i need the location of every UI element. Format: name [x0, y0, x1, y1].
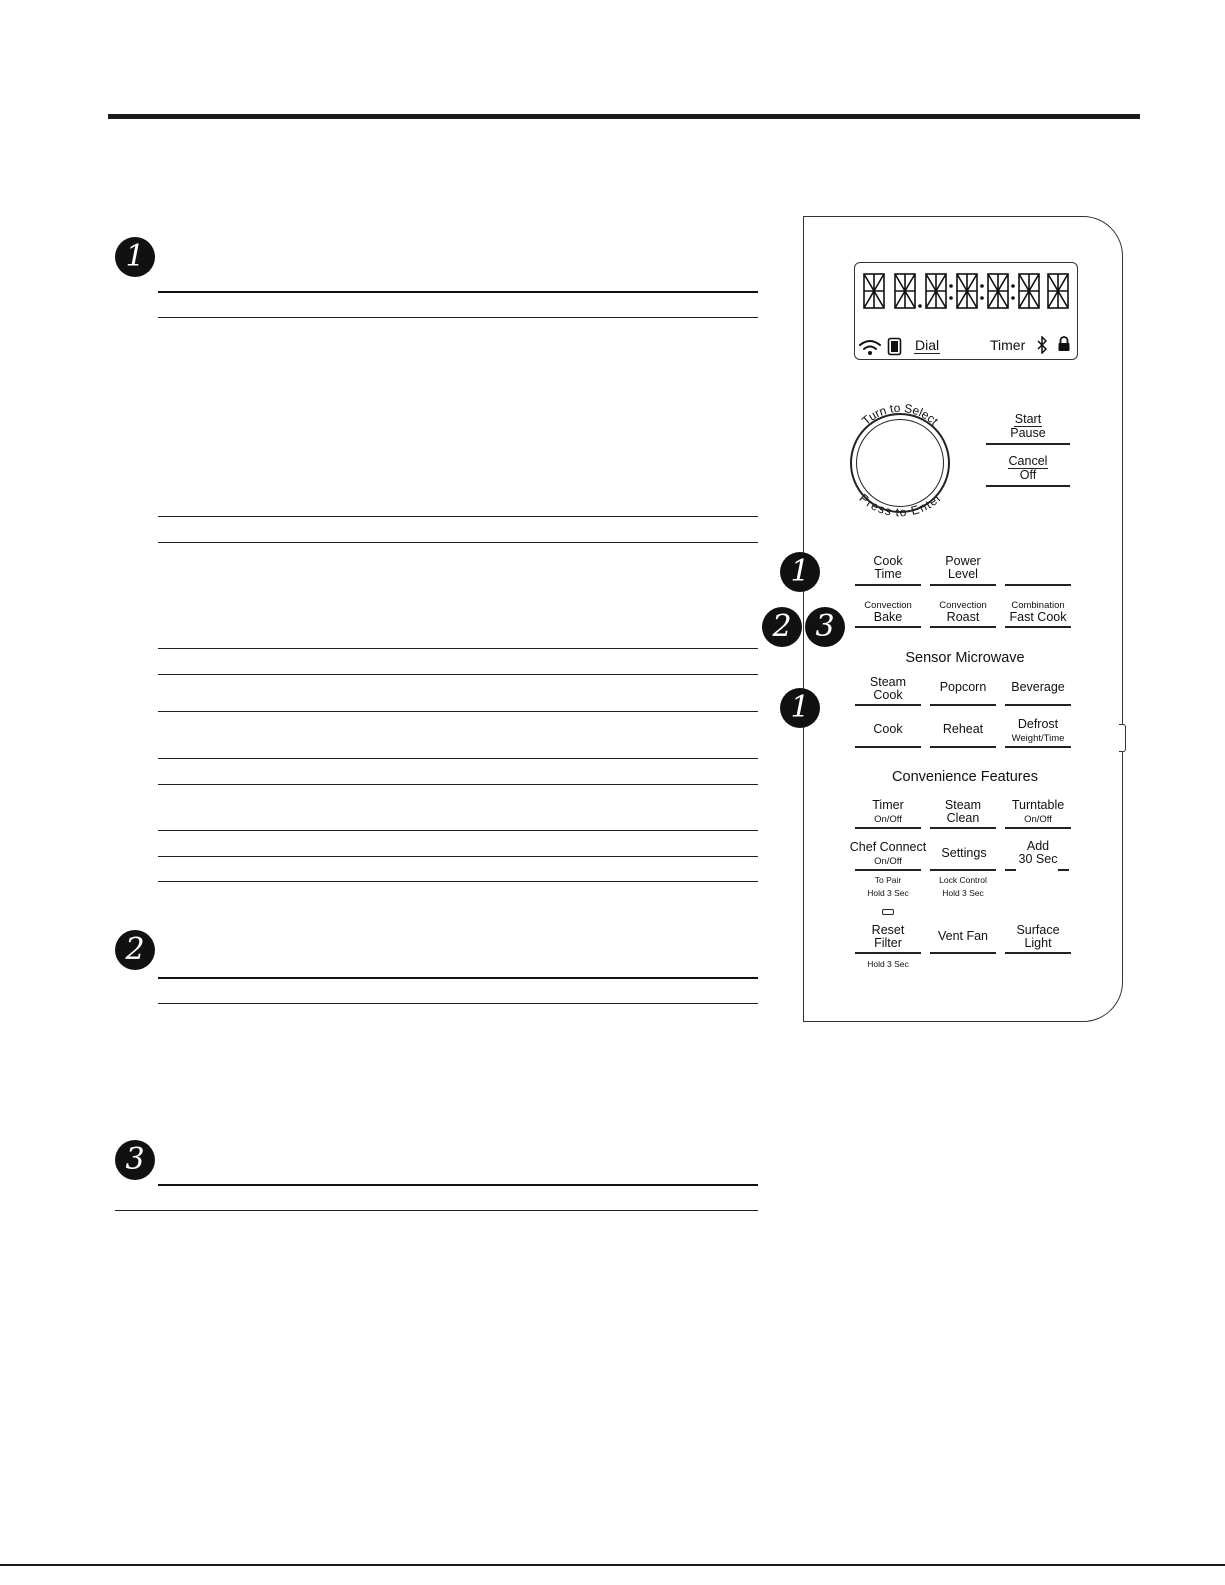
reset-filter-hint: Hold 3 Sec [867, 959, 909, 969]
turntable-button[interactable]: Turntable On/Off [1011, 798, 1065, 825]
settings-hint: Lock Control Hold 3 Sec [939, 875, 987, 898]
timer-button[interactable]: Timer On/Off [872, 798, 904, 825]
sensor-microwave-title: Sensor Microwave [905, 650, 1025, 666]
panel-notch [1119, 724, 1126, 752]
dial-top-text: Turn to Select [859, 400, 942, 428]
digit-2 [895, 274, 915, 308]
start-pause-button[interactable]: Start Pause [1010, 412, 1046, 440]
digit-6 [1019, 274, 1039, 308]
chef-connect-button[interactable]: Chef Connect On/Off [849, 840, 927, 867]
chef-connect-hint: To Pair Hold 3 Sec [867, 875, 909, 898]
footer-rule [0, 1564, 1225, 1566]
reset-filter-button[interactable]: Reset Filter [871, 923, 905, 950]
digit-5 [988, 274, 1008, 308]
dial-bottom-text: Press to Enter [856, 490, 944, 520]
segment-digits [862, 272, 1072, 312]
digit-7 [1048, 274, 1068, 308]
header-rule [108, 114, 1140, 119]
digit-3 [926, 274, 946, 308]
cook-time-button[interactable]: Cook Time [873, 554, 903, 581]
convection-bake-button[interactable]: Convection Bake [864, 600, 912, 624]
panel-marker-2: 2 [762, 607, 802, 647]
combination-fast-cook-button[interactable]: Combination Fast Cook [1009, 600, 1067, 624]
panel-marker-1-cook: 1 [780, 552, 820, 592]
steam-cook-button[interactable]: Steam Cook [869, 675, 907, 702]
wifi-icon [858, 338, 882, 356]
popcorn-button[interactable]: Popcorn [939, 680, 987, 694]
steam-clean-button[interactable]: Steam Clean [944, 798, 982, 825]
digit-4 [957, 274, 977, 308]
convenience-features-title: Convenience Features [892, 769, 1038, 785]
convection-roast-button[interactable]: Convection Roast [939, 600, 987, 624]
lock-icon [1057, 336, 1071, 352]
section-marker-3: 3 [115, 1140, 155, 1180]
beverage-button[interactable]: Beverage [1011, 680, 1065, 694]
selector-dial-inner [856, 419, 944, 507]
cook-button[interactable]: Cook [873, 722, 903, 736]
surface-light-button[interactable]: Surface Light [1016, 923, 1060, 950]
sensor-icon [887, 337, 903, 357]
vent-fan-button[interactable]: Vent Fan [937, 929, 989, 943]
filter-indicator-light [882, 909, 894, 915]
add-30-sec-button[interactable]: Add 30 Sec [1018, 839, 1058, 866]
digit-1 [864, 274, 884, 308]
settings-button[interactable]: Settings [941, 846, 987, 860]
bluetooth-icon [1036, 336, 1048, 354]
dial-indicator: Dial [915, 337, 940, 353]
cancel-off-button[interactable]: Cancel Off [1008, 454, 1048, 482]
power-level-button[interactable]: Power Level [945, 554, 981, 581]
panel-marker-3: 3 [805, 607, 845, 647]
defrost-button[interactable]: Defrost Weight/Time [1011, 717, 1065, 744]
section-marker-1: 1 [115, 237, 155, 277]
timer-indicator: Timer [990, 337, 1026, 353]
section-marker-2: 2 [115, 930, 155, 970]
panel-marker-1-sensor: 1 [780, 688, 820, 728]
reheat-button[interactable]: Reheat [942, 722, 984, 736]
